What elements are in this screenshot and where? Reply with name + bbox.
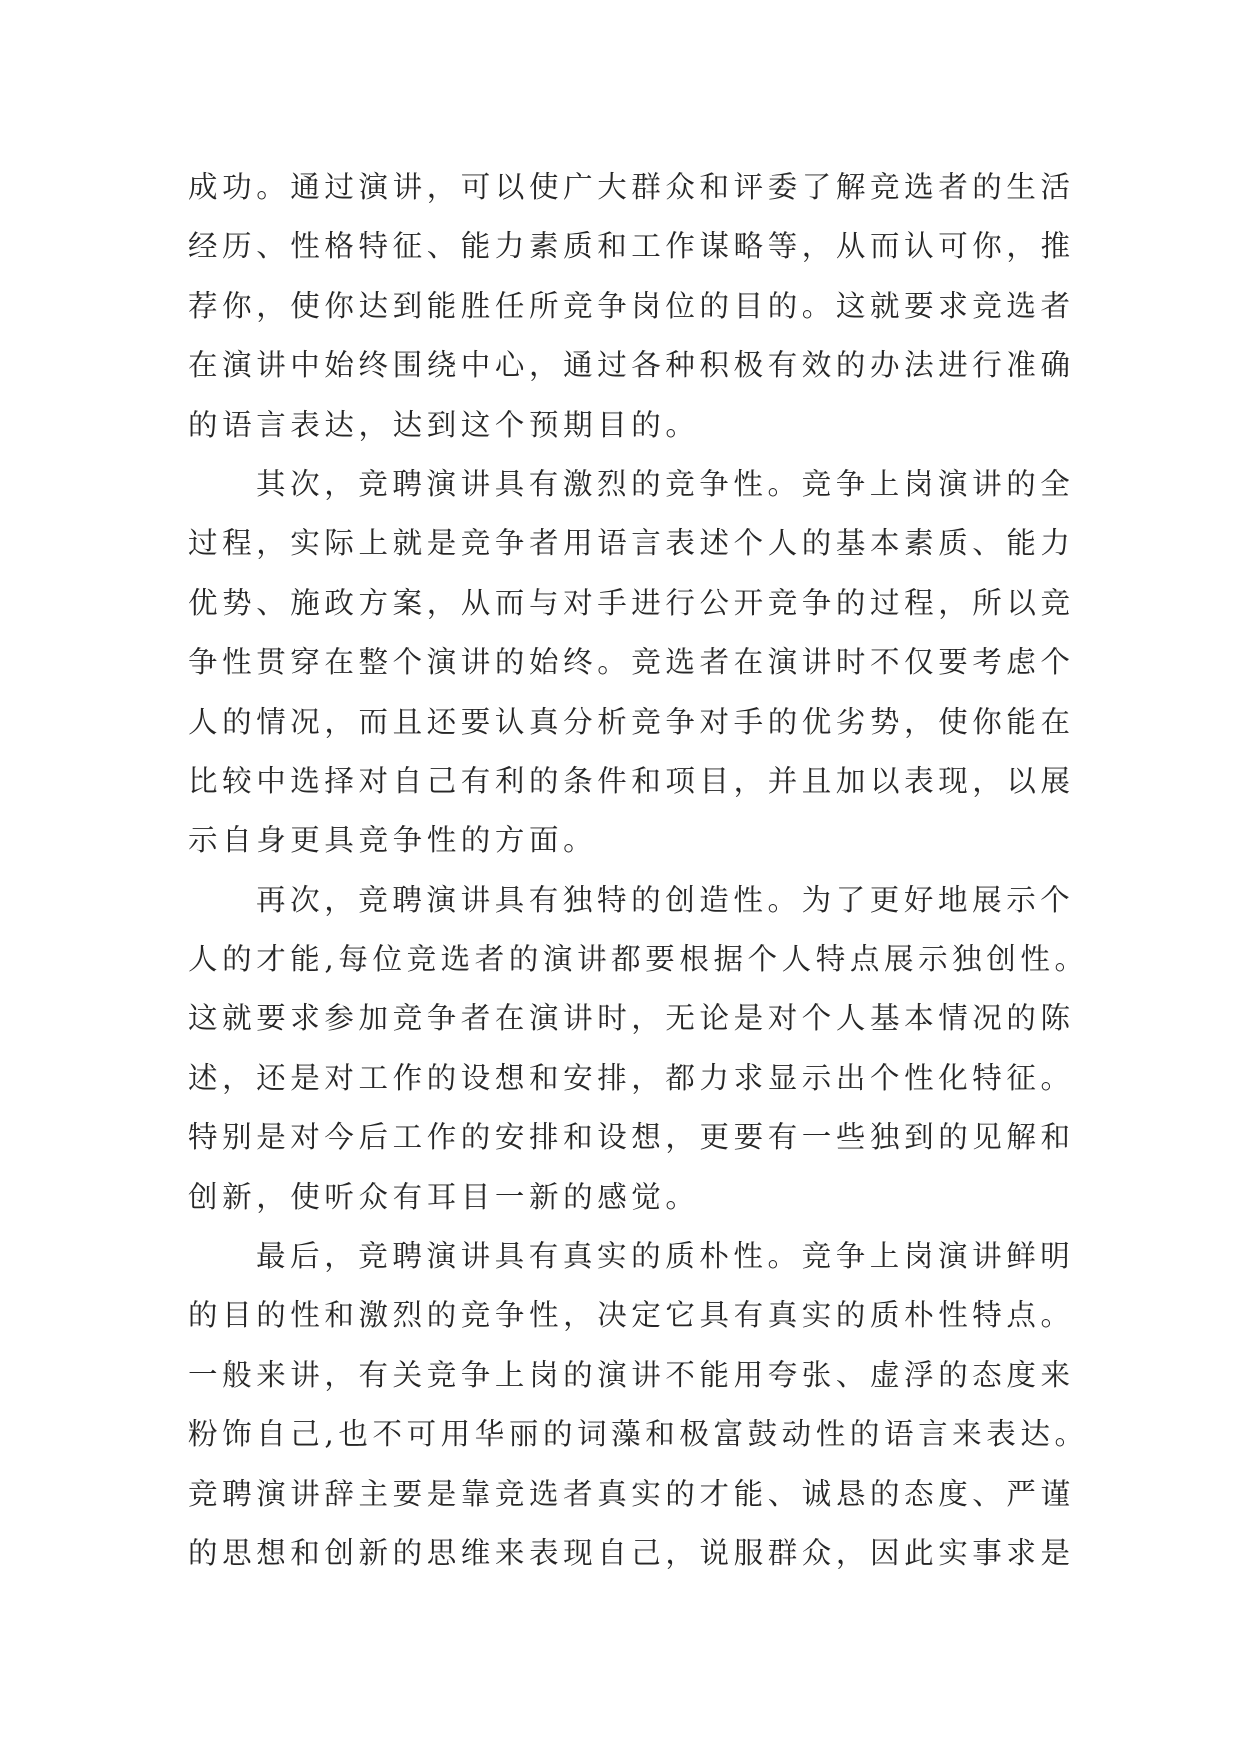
text-line: 竞聘演讲辞主要是靠竞选者真实的才能、诚恳的态度、严谨: [188, 1476, 1075, 1511]
body-text: [188, 158, 1089, 1583]
paragraph-first-line: 再次，竞聘演讲具有独特的创造性。为了更好地展示个: [256, 882, 1075, 917]
text-line: 优势、施政方案，从而与对手进行公开竞争的过程，所以竞: [188, 585, 1075, 620]
text-line: 特别是对今后工作的安排和设想，更要有一些独到的见解和: [188, 1120, 1075, 1155]
text-line: 的目的性和激烈的竞争性，决定它具有真实的质朴性特点。: [188, 1298, 1075, 1333]
text-line: 人的情况，而且还要认真分析竞争对手的优劣势，使你能在: [188, 704, 1075, 739]
text-line: 在演讲中始终围绕中心，通过各种积极有效的办法进行准确: [188, 348, 1075, 383]
text-line: 述，还是对工作的设想和安排，都力求显示出个性化特征。: [188, 1060, 1075, 1095]
text-line: 这就要求参加竞争者在演讲时，无论是对个人基本情况的陈: [188, 1001, 1075, 1036]
paragraph-first-line: 最后，竞聘演讲具有真实的质朴性。竞争上岗演讲鲜明: [256, 1239, 1075, 1274]
text-line: 的语言表达，达到这个预期目的。: [188, 407, 700, 442]
text-line: 过程，实际上就是竞争者用语言表述个人的基本素质、能力: [188, 526, 1075, 561]
text-line: 人的才能,每位竞选者的演讲都要根据个人特点展示独创性。: [188, 942, 1089, 977]
text-line: 经历、性格特征、能力素质和工作谋略等，从而认可你，推: [188, 229, 1075, 264]
text-line: 创新，使听众有耳目一新的感觉。: [188, 1179, 700, 1214]
text-line: 荐你，使你达到能胜任所竞争岗位的目的。这就要求竞选者: [188, 288, 1075, 323]
text-line: 争性贯穿在整个演讲的始终。竞选者在演讲时不仅要考虑个: [188, 645, 1075, 680]
text-line: 粉饰自己,也不可用华丽的词藻和极富鼓动性的语言来表达。: [188, 1417, 1089, 1452]
text-line: 的思想和创新的思维来表现自己，说服群众，因此实事求是: [188, 1535, 1075, 1570]
text-line: 成功。通过演讲，可以使广大群众和评委了解竞选者的生活: [188, 170, 1075, 204]
paragraph-first-line: 其次，竞聘演讲具有激烈的竞争性。竞争上岗演讲的全: [256, 466, 1075, 501]
text-line: 比较中选择对自己有利的条件和项目，并且加以表现，以展: [188, 763, 1075, 798]
text-line: 一般来讲，有关竞争上岗的演讲不能用夸张、虚浮的态度来: [188, 1357, 1075, 1392]
text-line: 示自身更具竞争性的方面。: [188, 823, 598, 858]
